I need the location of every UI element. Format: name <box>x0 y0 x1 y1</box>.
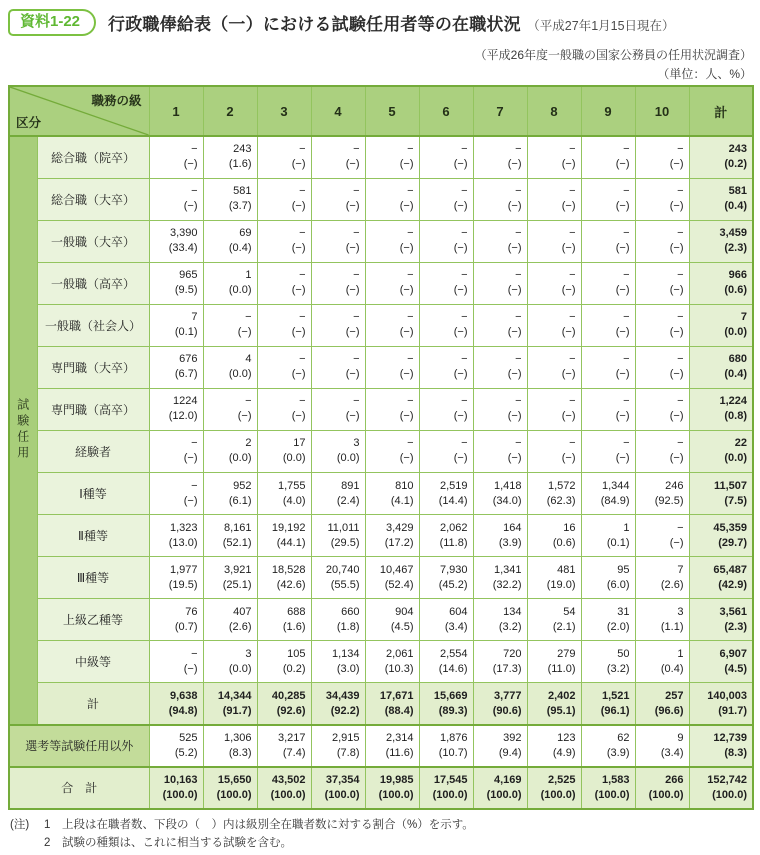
data-cell: − (−) <box>473 430 527 472</box>
data-cell: − (−) <box>419 220 473 262</box>
data-cell: 1,583 (100.0) <box>581 767 635 809</box>
data-cell: 966 (0.6) <box>689 262 753 304</box>
row-label: 一般職（社会人） <box>37 304 149 346</box>
data-cell: − (−) <box>581 178 635 220</box>
column-header: 7 <box>473 86 527 136</box>
data-cell: 810 (4.1) <box>365 473 419 515</box>
data-cell: 3 (1.1) <box>635 599 689 641</box>
data-cell: − (−) <box>473 304 527 346</box>
data-cell: 95 (6.0) <box>581 557 635 599</box>
data-cell: 1,341 (32.2) <box>473 557 527 599</box>
data-cell: − (−) <box>419 346 473 388</box>
data-cell: − (−) <box>635 346 689 388</box>
data-cell: 604 (3.4) <box>419 599 473 641</box>
footnote-line <box>10 817 474 835</box>
data-cell: 3 (0.0) <box>311 430 365 472</box>
data-cell: 1,344 (84.9) <box>581 473 635 515</box>
table-row <box>9 304 753 346</box>
data-cell: 392 (9.4) <box>473 725 527 767</box>
data-cell: 581 (0.4) <box>689 178 753 220</box>
column-header: 3 <box>257 86 311 136</box>
data-cell: 2,554 (14.6) <box>419 641 473 683</box>
footnotes <box>10 817 474 853</box>
table-source-notes <box>475 46 752 83</box>
data-cell: 688 (1.6) <box>257 599 311 641</box>
footnote-prefix: (注) <box>10 819 30 831</box>
data-cell: − (−) <box>311 304 365 346</box>
data-cell: 407 (2.6) <box>203 599 257 641</box>
data-cell: 3,390 (33.4) <box>149 220 203 262</box>
data-cell: − (−) <box>257 388 311 430</box>
data-cell: − (−) <box>311 388 365 430</box>
data-cell: − (−) <box>635 262 689 304</box>
data-cell: 15,669 (89.3) <box>419 683 473 725</box>
footnote-number: 2 <box>44 836 51 849</box>
data-cell: 9,638 (94.8) <box>149 683 203 725</box>
data-cell: 1,876 (10.7) <box>419 725 473 767</box>
data-cell: − (−) <box>365 388 419 430</box>
data-cell: 4,169 (100.0) <box>473 767 527 809</box>
data-cell: 105 (0.2) <box>257 641 311 683</box>
data-cell: − (−) <box>257 304 311 346</box>
data-cell: 45,359 (29.7) <box>689 515 753 557</box>
column-header: 1 <box>149 86 203 136</box>
data-cell: 1224 (12.0) <box>149 388 203 430</box>
data-cell: 7 (0.0) <box>689 304 753 346</box>
data-cell: − (−) <box>527 388 581 430</box>
data-cell: − (−) <box>257 262 311 304</box>
data-cell: 152,742 (100.0) <box>689 767 753 809</box>
unit-note: （単位：人、%） <box>657 66 752 81</box>
data-cell: − (−) <box>527 430 581 472</box>
data-cell: 19,192 (44.1) <box>257 515 311 557</box>
data-cell: 279 (11.0) <box>527 641 581 683</box>
row-label: 上級乙種等 <box>37 599 149 641</box>
row-label: 一般職（高卒） <box>37 262 149 304</box>
data-cell: − (−) <box>203 388 257 430</box>
data-cell: 2,519 (14.4) <box>419 473 473 515</box>
data-cell: 246 (92.5) <box>635 473 689 515</box>
data-cell: − (−) <box>257 220 311 262</box>
table-row <box>9 515 753 557</box>
row-group-label: 試験任用 <box>9 136 37 725</box>
data-cell: − (−) <box>581 136 635 178</box>
row-label: Ⅱ種等 <box>37 515 149 557</box>
data-cell: − (−) <box>203 304 257 346</box>
data-cell: − (−) <box>473 136 527 178</box>
title-date-note: （平成27年1月15日現在） <box>527 19 675 33</box>
data-cell: 720 (17.3) <box>473 641 527 683</box>
data-cell: 891 (2.4) <box>311 473 365 515</box>
page-title: 行政職俸給表（一）における試験任用者等の在職状況 <box>108 15 521 34</box>
data-cell: − (−) <box>365 262 419 304</box>
table-row <box>9 557 753 599</box>
data-cell: − (−) <box>149 641 203 683</box>
table-row <box>9 641 753 683</box>
data-cell: 1,323 (13.0) <box>149 515 203 557</box>
column-header: 10 <box>635 86 689 136</box>
data-cell: 43,502 (100.0) <box>257 767 311 809</box>
data-cell: − (−) <box>527 346 581 388</box>
data-cell: 1 (0.4) <box>635 641 689 683</box>
data-cell: 481 (19.0) <box>527 557 581 599</box>
data-cell: − (−) <box>635 304 689 346</box>
data-cell: 3,921 (25.1) <box>203 557 257 599</box>
title-bar <box>8 9 675 36</box>
data-cell: − (−) <box>527 262 581 304</box>
data-cell: − (−) <box>365 346 419 388</box>
table-row <box>9 725 753 767</box>
data-cell: 123 (4.9) <box>527 725 581 767</box>
data-cell: − (−) <box>149 430 203 472</box>
data-cell: 2,402 (95.1) <box>527 683 581 725</box>
data-cell: 1,224 (0.8) <box>689 388 753 430</box>
table-row <box>9 136 753 178</box>
data-cell: − (−) <box>635 136 689 178</box>
data-cell: 17 (0.0) <box>257 430 311 472</box>
data-cell: − (−) <box>473 178 527 220</box>
data-cell: 50 (3.2) <box>581 641 635 683</box>
data-cell: − (−) <box>365 178 419 220</box>
data-cell: 1,418 (34.0) <box>473 473 527 515</box>
corner-column-title: 職務の級 <box>91 94 142 108</box>
data-cell: − (−) <box>149 473 203 515</box>
column-header: 計 <box>689 86 753 136</box>
data-cell: 266 (100.0) <box>635 767 689 809</box>
data-cell: 17,545 (100.0) <box>419 767 473 809</box>
data-cell: 660 (1.8) <box>311 599 365 641</box>
data-cell: − (−) <box>419 136 473 178</box>
data-cell: 3,429 (17.2) <box>365 515 419 557</box>
data-cell: 1,134 (3.0) <box>311 641 365 683</box>
survey-note: （平成26年度一般職の国家公務員の任用状況調査） <box>474 48 752 62</box>
footnote-line <box>10 835 474 853</box>
data-cell: 12,739 (8.3) <box>689 725 753 767</box>
data-cell: 20,740 (55.5) <box>311 557 365 599</box>
data-cell: − (−) <box>419 304 473 346</box>
data-cell: − (−) <box>473 346 527 388</box>
header-row <box>9 86 753 136</box>
data-cell: 22 (0.0) <box>689 430 753 472</box>
data-cell: 1 (0.0) <box>203 262 257 304</box>
data-cell: 6,907 (4.5) <box>689 641 753 683</box>
row-label: 総合職（院卒） <box>37 136 149 178</box>
data-cell: − (−) <box>473 220 527 262</box>
data-cell: − (−) <box>311 346 365 388</box>
data-cell: 952 (6.1) <box>203 473 257 515</box>
table-row <box>9 346 753 388</box>
data-cell: 69 (0.4) <box>203 220 257 262</box>
data-cell: 34,439 (92.2) <box>311 683 365 725</box>
data-cell: 1,572 (62.3) <box>527 473 581 515</box>
data-cell: 40,285 (92.6) <box>257 683 311 725</box>
data-cell: 31 (2.0) <box>581 599 635 641</box>
data-cell: 2,062 (11.8) <box>419 515 473 557</box>
data-cell: 1,755 (4.0) <box>257 473 311 515</box>
data-cell: − (−) <box>149 136 203 178</box>
data-cell: 243 (0.2) <box>689 136 753 178</box>
data-cell: − (−) <box>419 430 473 472</box>
table-row <box>9 599 753 641</box>
data-cell: 16 (0.6) <box>527 515 581 557</box>
data-cell: − (−) <box>527 136 581 178</box>
data-cell: 10,163 (100.0) <box>149 767 203 809</box>
data-cell: 1,977 (19.5) <box>149 557 203 599</box>
data-cell: − (−) <box>527 304 581 346</box>
data-cell: − (−) <box>311 136 365 178</box>
data-cell: 11,507 (7.5) <box>689 473 753 515</box>
data-cell: 54 (2.1) <box>527 599 581 641</box>
data-cell: − (−) <box>527 178 581 220</box>
column-header: 4 <box>311 86 365 136</box>
row-label: 選考等試験任用以外 <box>9 725 149 767</box>
data-cell: 8,161 (52.1) <box>203 515 257 557</box>
data-cell: 1 (0.1) <box>581 515 635 557</box>
row-label: 経験者 <box>37 430 149 472</box>
row-label: 中級等 <box>37 641 149 683</box>
data-cell: − (−) <box>257 136 311 178</box>
data-cell: 7 (0.1) <box>149 304 203 346</box>
row-label: 総合職（大卒） <box>37 178 149 220</box>
data-cell: 15,650 (100.0) <box>203 767 257 809</box>
data-cell: − (−) <box>365 430 419 472</box>
row-label: 計 <box>37 683 149 725</box>
data-cell: − (−) <box>365 220 419 262</box>
data-cell: − (−) <box>635 515 689 557</box>
row-label: 専門職（高卒） <box>37 388 149 430</box>
data-cell: 1,306 (8.3) <box>203 725 257 767</box>
data-cell: − (−) <box>581 346 635 388</box>
data-cell: 164 (3.9) <box>473 515 527 557</box>
data-cell: 1,521 (96.1) <box>581 683 635 725</box>
table-row <box>9 262 753 304</box>
data-cell: − (−) <box>635 178 689 220</box>
status-table <box>8 85 754 810</box>
row-label: 専門職（大卒） <box>37 346 149 388</box>
table-row <box>9 178 753 220</box>
data-cell: − (−) <box>311 220 365 262</box>
table-body <box>9 136 753 809</box>
data-cell: 3,217 (7.4) <box>257 725 311 767</box>
corner-cell <box>9 86 149 136</box>
column-header: 2 <box>203 86 257 136</box>
footnote-text: 試験の種類は、これに相当する試験を含む。 <box>62 836 292 849</box>
data-cell: 18,528 (42.6) <box>257 557 311 599</box>
data-cell: − (−) <box>257 178 311 220</box>
data-cell: − (−) <box>365 304 419 346</box>
data-cell: 11,011 (29.5) <box>311 515 365 557</box>
table-row <box>9 767 753 809</box>
document-number-badge: 資料1-22 <box>8 9 96 36</box>
corner-row-title: 区分 <box>16 116 42 130</box>
data-cell: − (−) <box>473 262 527 304</box>
data-cell: − (−) <box>419 388 473 430</box>
data-cell: − (−) <box>365 136 419 178</box>
data-cell: 140,003 (91.7) <box>689 683 753 725</box>
data-cell: − (−) <box>581 430 635 472</box>
data-cell: − (−) <box>581 220 635 262</box>
table-row <box>9 430 753 472</box>
data-cell: − (−) <box>311 262 365 304</box>
data-cell: − (−) <box>527 220 581 262</box>
data-cell: 76 (0.7) <box>149 599 203 641</box>
data-cell: − (−) <box>419 178 473 220</box>
column-header: 5 <box>365 86 419 136</box>
row-label: 合 計 <box>9 767 149 809</box>
data-cell: 3,561 (2.3) <box>689 599 753 641</box>
data-cell: 65,487 (42.9) <box>689 557 753 599</box>
data-cell: 134 (3.2) <box>473 599 527 641</box>
data-cell: 2,915 (7.8) <box>311 725 365 767</box>
data-cell: 3,459 (2.3) <box>689 220 753 262</box>
data-cell: 10,467 (52.4) <box>365 557 419 599</box>
data-cell: − (−) <box>257 346 311 388</box>
data-cell: − (−) <box>635 220 689 262</box>
column-header: 8 <box>527 86 581 136</box>
data-cell: 904 (4.5) <box>365 599 419 641</box>
data-cell: 3,777 (90.6) <box>473 683 527 725</box>
data-cell: − (−) <box>581 262 635 304</box>
data-cell: 4 (0.0) <box>203 346 257 388</box>
data-cell: 525 (5.2) <box>149 725 203 767</box>
data-cell: 37,354 (100.0) <box>311 767 365 809</box>
data-cell: 243 (1.6) <box>203 136 257 178</box>
footnote-text: 上段は在職者数、下段の（ ）内は級別全在職者数に対する割合（%）を示す。 <box>62 819 474 831</box>
data-cell: 2,061 (10.3) <box>365 641 419 683</box>
data-cell: − (−) <box>635 430 689 472</box>
data-cell: 581 (3.7) <box>203 178 257 220</box>
data-cell: 17,671 (88.4) <box>365 683 419 725</box>
data-cell: 2,525 (100.0) <box>527 767 581 809</box>
data-cell: 7,930 (45.2) <box>419 557 473 599</box>
table-row <box>9 683 753 725</box>
table-row <box>9 220 753 262</box>
data-cell: − (−) <box>419 262 473 304</box>
data-cell: − (−) <box>635 388 689 430</box>
table-row <box>9 388 753 430</box>
row-label: 一般職（大卒） <box>37 220 149 262</box>
data-cell: 676 (6.7) <box>149 346 203 388</box>
data-cell: 680 (0.4) <box>689 346 753 388</box>
data-cell: 62 (3.9) <box>581 725 635 767</box>
data-cell: − (−) <box>581 304 635 346</box>
data-cell: − (−) <box>311 178 365 220</box>
row-label: Ⅲ種等 <box>37 557 149 599</box>
data-cell: 257 (96.6) <box>635 683 689 725</box>
row-label: Ⅰ種等 <box>37 473 149 515</box>
table-row <box>9 473 753 515</box>
data-cell: − (−) <box>473 388 527 430</box>
data-cell: 9 (3.4) <box>635 725 689 767</box>
data-cell: − (−) <box>581 388 635 430</box>
data-cell: − (−) <box>149 178 203 220</box>
data-cell: 3 (0.0) <box>203 641 257 683</box>
data-cell: 19,985 (100.0) <box>365 767 419 809</box>
column-header: 6 <box>419 86 473 136</box>
data-cell: 7 (2.6) <box>635 557 689 599</box>
data-cell: 14,344 (91.7) <box>203 683 257 725</box>
data-cell: 2,314 (11.6) <box>365 725 419 767</box>
footnote-number: 1 <box>44 819 51 831</box>
column-header: 9 <box>581 86 635 136</box>
data-cell: 2 (0.0) <box>203 430 257 472</box>
data-cell: 965 (9.5) <box>149 262 203 304</box>
